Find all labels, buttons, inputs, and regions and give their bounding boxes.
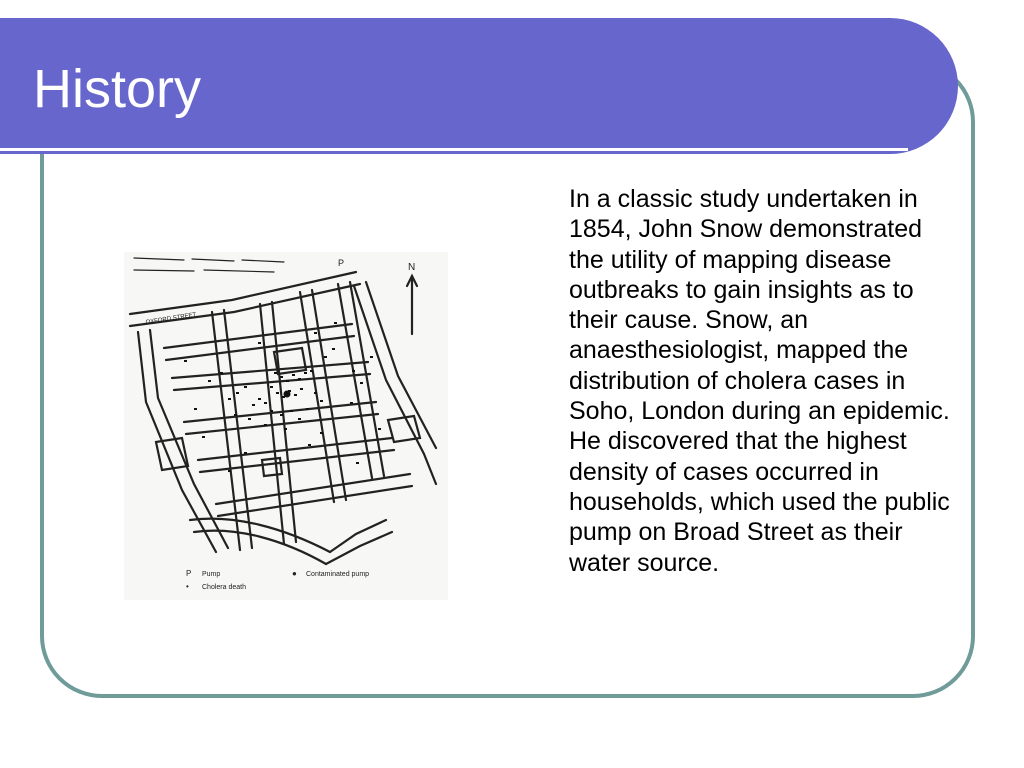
title-bar xyxy=(0,18,958,154)
map-north-label: N xyxy=(408,262,416,273)
cholera-map-image xyxy=(124,252,448,600)
legend-pump-symbol: P xyxy=(186,569,192,578)
slide-title: History xyxy=(33,59,202,119)
body-paragraph: In a classic study undertaken in 1854, John Snow demonstrated the utility of mapping disease outbreaks to gain insights as to their cause. Snow, an anaesthesiologist, mapped the distribution of cholera cases in Soho, London during an epidemic. He discovered that the highest density of cases occurred in households, which used the public pump on Broad Street as their water source. xyxy=(569,185,950,577)
legend-contaminated-symbol: ● xyxy=(292,569,297,578)
legend-death-symbol: • xyxy=(186,582,189,591)
legend-death-label: Cholera death xyxy=(202,584,246,591)
legend-pump-label: Pump xyxy=(202,571,221,578)
title-underline xyxy=(0,148,908,151)
map-corner-label: P xyxy=(338,258,345,268)
map-street-label: OXFORD STREET xyxy=(145,312,197,326)
legend-contaminated-label: Contaminated pump xyxy=(306,571,370,578)
